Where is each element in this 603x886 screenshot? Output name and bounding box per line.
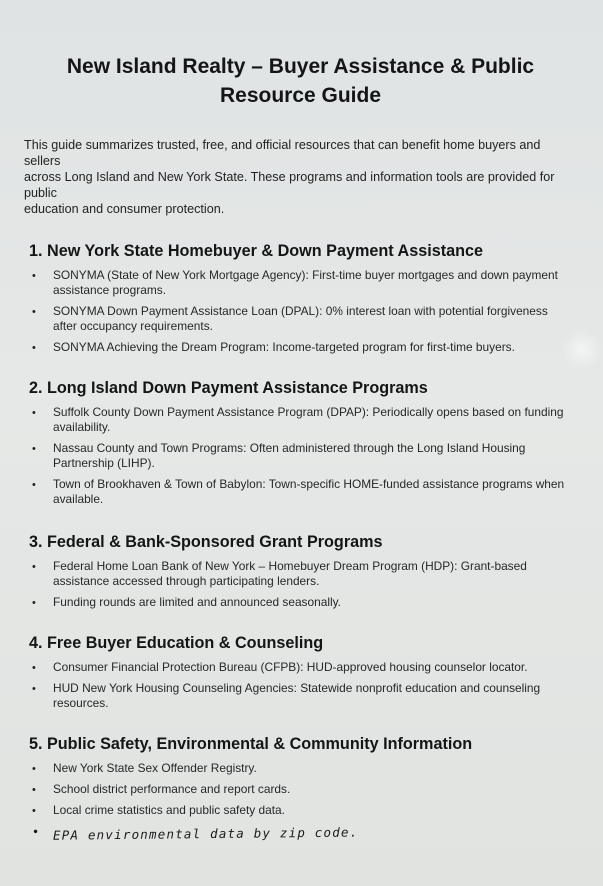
bullet-list	[24, 761, 577, 818]
item-line: HUD New York Housing Counseling Agencies: Statewide nonprofit education and counseling	[53, 681, 541, 695]
bullet-icon: •	[32, 763, 36, 775]
bullet-icon: •	[32, 342, 36, 354]
item-line: New York State Sex Offender Registry.	[53, 761, 257, 775]
bullet-list	[24, 660, 577, 711]
item-line: Partnership (LIHP).	[53, 456, 155, 470]
handwritten-note	[24, 822, 577, 843]
list-item	[24, 559, 577, 589]
bullet-icon: •	[32, 805, 36, 817]
bullet-list	[24, 268, 577, 355]
section-heading: 2. Long Island Down Payment Assistance Programs	[29, 379, 428, 397]
section-buyer-education	[24, 632, 577, 711]
item-line: assistance programs.	[53, 283, 167, 297]
list-item	[24, 340, 577, 355]
bullet-list	[24, 405, 577, 507]
item-line: available.	[53, 492, 104, 506]
handwritten-bullet-icon: •	[31, 824, 41, 839]
item-line: SONYMA Down Payment Assistance Loan (DPAL): 0% interest loan with potential forgiveness	[53, 304, 548, 318]
list-item	[24, 595, 577, 610]
list-item	[24, 477, 577, 507]
title-line-1: New Island Realty – Buyer Assistance & Public	[66, 55, 535, 78]
item-line: availability.	[53, 420, 111, 434]
document-title	[24, 52, 577, 110]
bullet-icon: •	[32, 662, 36, 674]
intro-line-1: This guide summarizes trusted, free, and official resources that can benefit home buyers and sellers	[24, 138, 541, 168]
item-line: Consumer Financial Protection Bureau (CFPB): HUD-approved housing counselor locator.	[53, 660, 528, 674]
section-long-island-assistance	[24, 377, 577, 507]
list-item	[24, 304, 577, 334]
item-line: Funding rounds are limited and announced seasonally.	[53, 595, 341, 609]
section-heading: 5. Public Safety, Environmental & Community Information	[29, 735, 473, 753]
item-line: Federal Home Loan Bank of New York – Homebuyer Dream Program (HDP): Grant-based	[53, 559, 527, 573]
section-heading: 4. Free Buyer Education & Counseling	[29, 634, 324, 652]
bullet-icon: •	[32, 270, 36, 282]
bullet-icon: •	[32, 683, 36, 695]
item-line: after occupancy requirements.	[53, 319, 213, 333]
list-item	[24, 268, 577, 298]
bullet-icon: •	[32, 407, 36, 419]
bullet-icon: •	[32, 561, 36, 573]
section-federal-grants	[24, 531, 577, 610]
handwritten-note-text: EPA environmental data by zip code.	[52, 824, 359, 843]
item-line: SONYMA (State of New York Mortgage Agency): First-time buyer mortgages and down payment	[53, 268, 558, 282]
list-item	[24, 681, 577, 711]
paper-smudge	[561, 330, 603, 370]
list-item	[24, 660, 577, 675]
list-item	[24, 405, 577, 435]
section-homebuyer-assistance	[24, 240, 577, 355]
item-line: Town of Brookhaven & Town of Babylon: Town-specific HOME-funded assistance programs when	[53, 477, 565, 491]
item-line: assistance accessed through participating lenders.	[53, 574, 320, 588]
bullet-icon: •	[32, 443, 36, 455]
list-item	[24, 441, 577, 471]
item-line: SONYMA Achieving the Dream Program: Income-targeted program for first-time buyers.	[53, 340, 515, 354]
list-item	[24, 761, 577, 776]
item-line: resources.	[53, 696, 109, 710]
item-line: Nassau County and Town Programs: Often administered through the Long Island Housing	[53, 441, 526, 455]
bullet-icon: •	[32, 306, 36, 318]
section-public-safety	[24, 733, 577, 843]
intro-line-2: across Long Island and New York State. These programs and information tools are provided for public	[24, 170, 555, 200]
bullet-icon: •	[32, 479, 36, 491]
list-item	[24, 782, 577, 797]
section-heading: 1. New York State Homebuyer & Down Payment Assistance	[29, 242, 483, 260]
list-item	[24, 803, 577, 818]
bullet-icon: •	[32, 597, 36, 609]
item-line: Suffolk County Down Payment Assistance Program (DPAP): Periodically opens based on funding	[53, 405, 564, 419]
title-line-2: Resource Guide	[219, 84, 382, 107]
item-line: School district performance and report cards.	[53, 782, 291, 796]
bullet-list	[24, 559, 577, 610]
intro-paragraph	[24, 137, 577, 217]
item-line: Local crime statistics and public safety data.	[53, 803, 285, 817]
intro-line-3: education and consumer protection.	[24, 202, 225, 216]
section-heading: 3. Federal & Bank-Sponsored Grant Programs	[29, 533, 383, 551]
bullet-icon: •	[32, 784, 36, 796]
